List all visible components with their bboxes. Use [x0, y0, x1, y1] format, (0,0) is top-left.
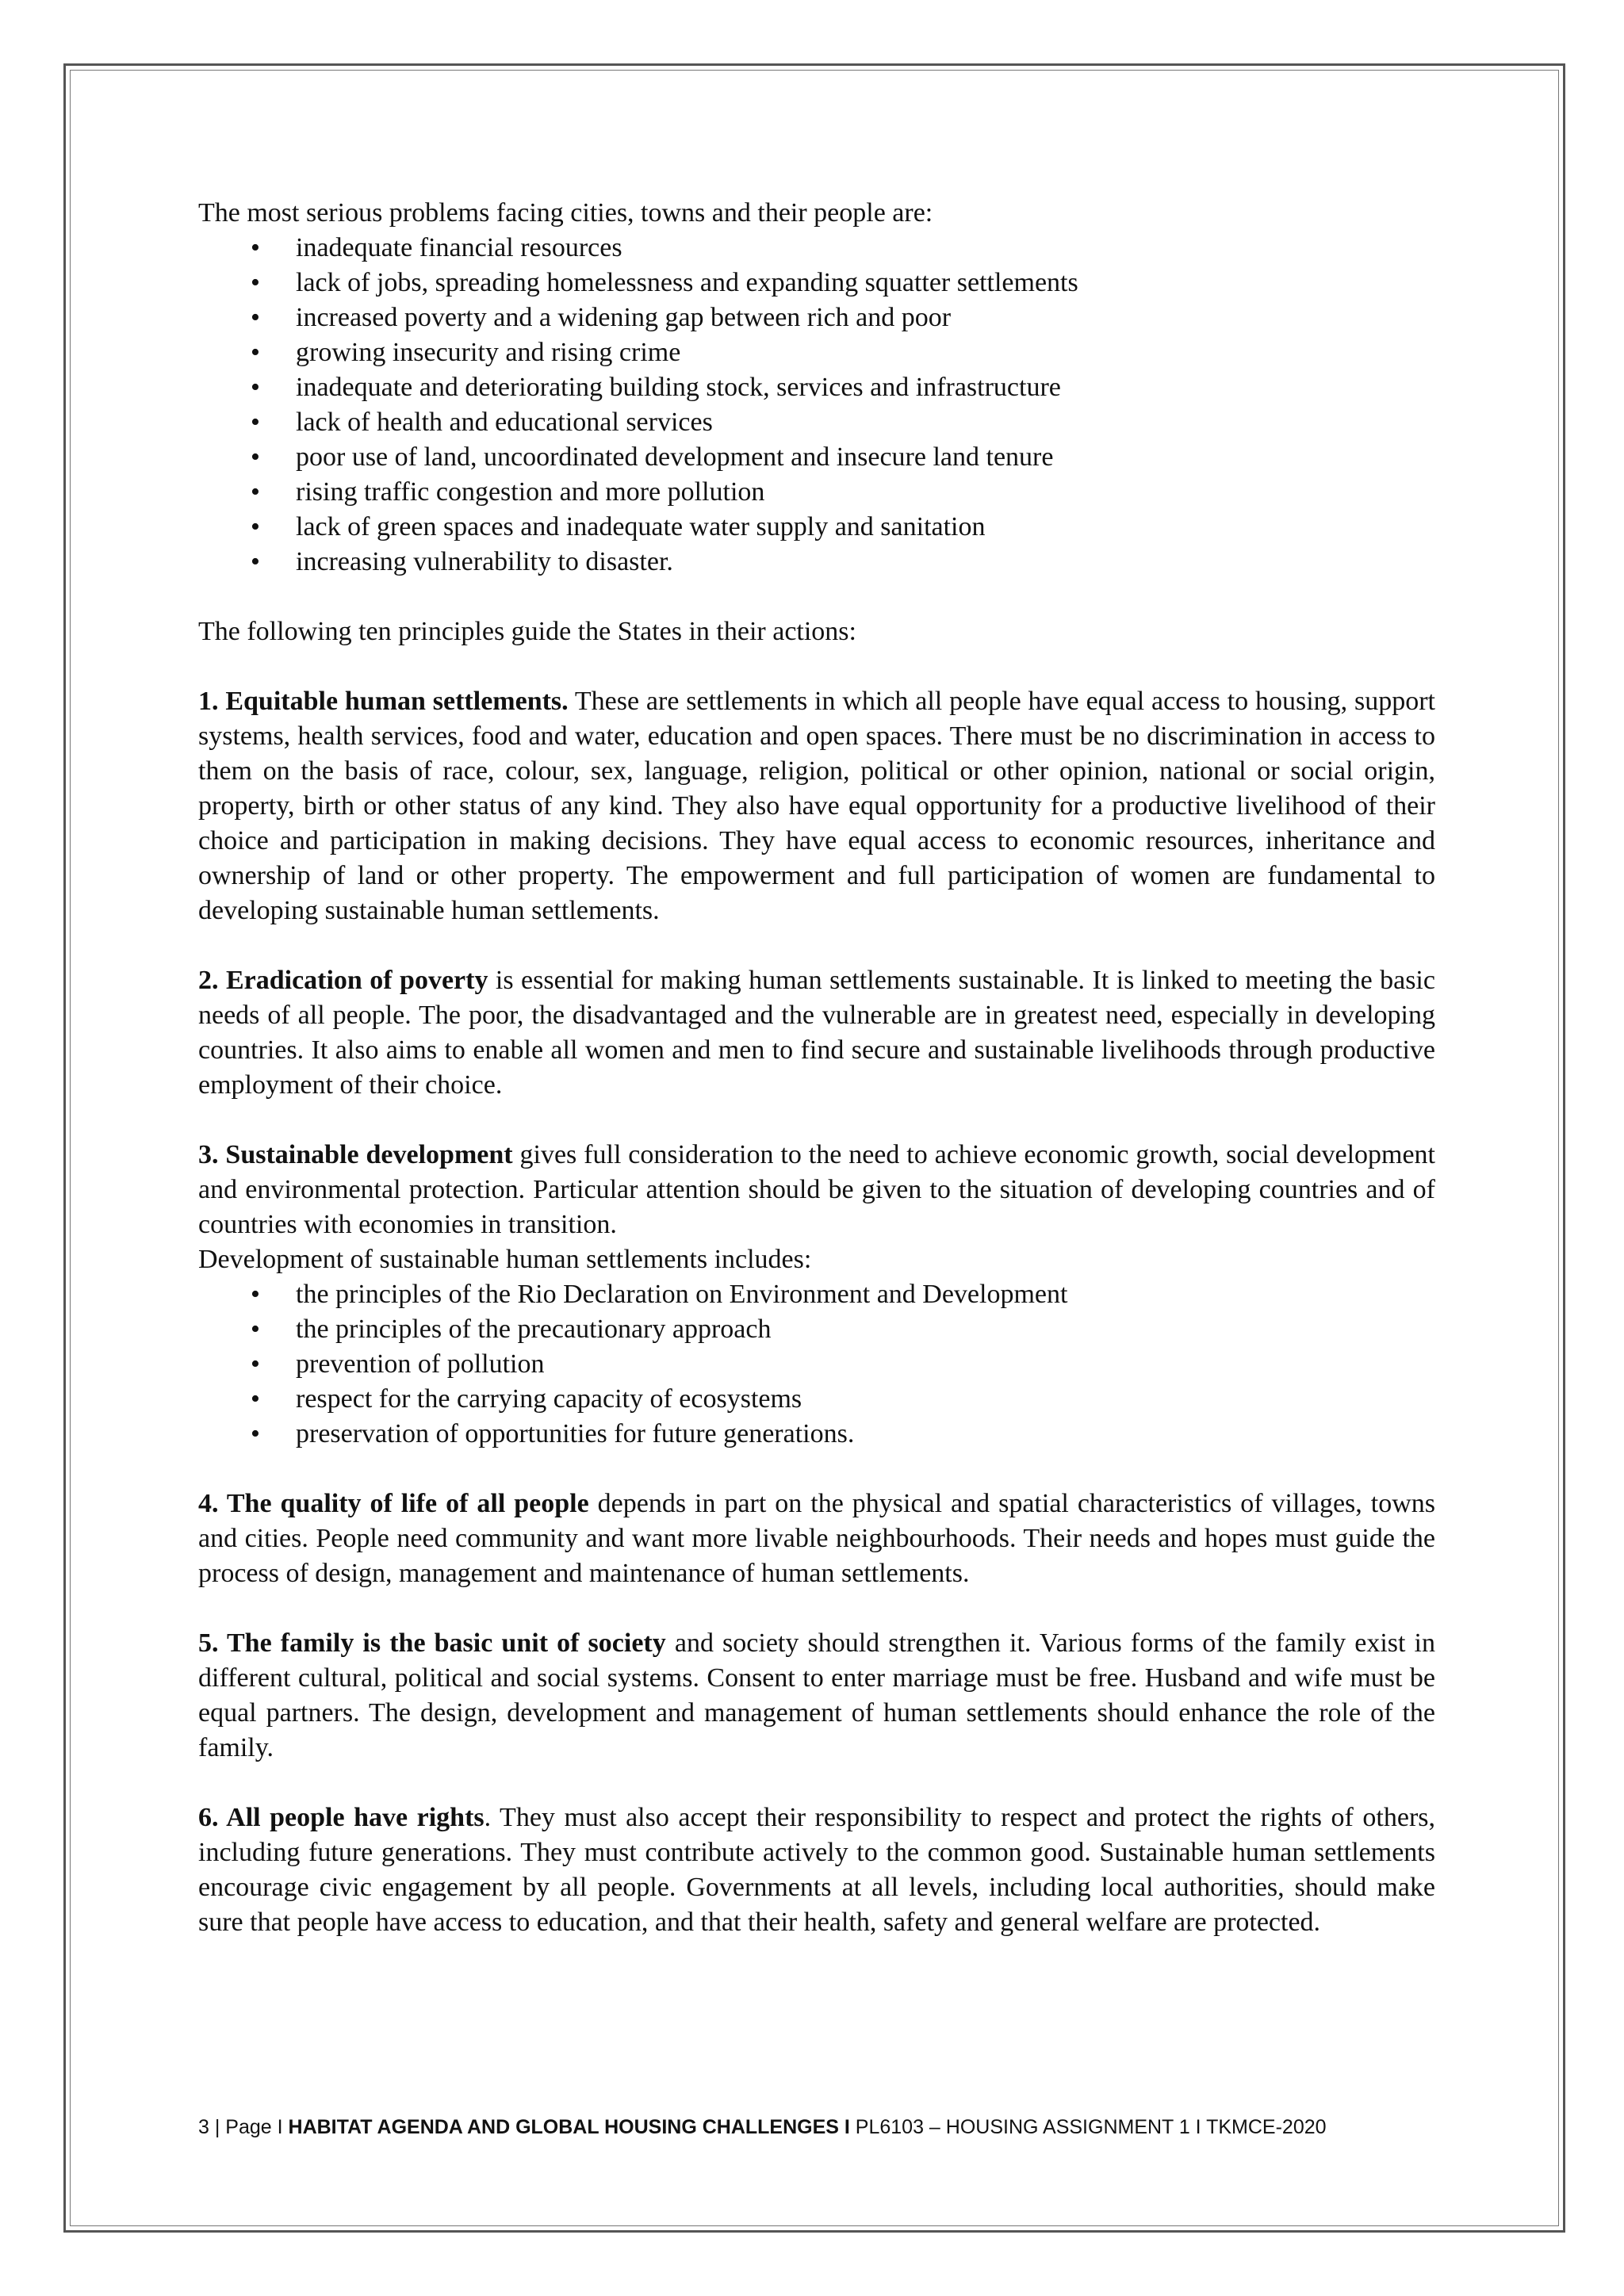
- principle-heading: 5. The family is the basic unit of society: [198, 1628, 666, 1658]
- bullet-icon: •: [251, 1384, 260, 1414]
- list-item: • inadequate and deteriorating building stock, services and infrastructure: [198, 370, 1435, 405]
- principle-2: 2. Eradication of poverty is essential for making human settlements sustainable. It is linked to meeting the basic needs of all people. The poor, the disadvantaged and the vulnerable are in greatest need, especially in developing countries. It also aims to enable all women and men to find secure and sustainable livelihoods through productive employment of their choice.: [198, 966, 1435, 1100]
- principle-1: 1. Equitable human settlements. These are settlements in which all people have equal access to housing, support systems, health services, food and water, education and open spaces. There must be no discrimination in access to them on the basis of race, colour, sex, language, religion, political or other opinion, national or social origin, property, birth or other status of any kind. They also have equal opportunity for a productive livelihood of their choice and participation in making decisions. They have equal access to economic resources, inheritance and ownership of land or other property. The empowerment and full participation of women are fundamental to developing sustainable human settlements.: [198, 687, 1435, 925]
- bullet-icon: •: [251, 512, 260, 541]
- bullet-icon: •: [251, 268, 260, 297]
- bullet-icon: •: [251, 303, 260, 332]
- list-item: • increasing vulnerability to disaster.: [198, 545, 1435, 580]
- list-item: • preservation of opportunities for future generations.: [198, 1417, 1435, 1452]
- principle-heading: 3. Sustainable development: [198, 1140, 513, 1169]
- principle-3-list: [198, 1277, 1435, 1452]
- principle-heading: 2. Eradication of poverty: [198, 966, 488, 995]
- list-item: • lack of jobs, spreading homelessness and expanding squatter settlements: [198, 266, 1435, 300]
- bullet-icon: •: [251, 1314, 260, 1344]
- bullet-icon: •: [251, 408, 260, 437]
- principle-heading: 1. Equitable human settlements.: [198, 687, 569, 716]
- principle-4: 4. The quality of life of all people depends in part on the physical and spatial characteristics of villages, towns and cities. People need community and want more livable neighbourhoods. Their needs and hopes must guide the process of design, management and maintenance of human settlements.: [198, 1489, 1435, 1588]
- problems-list: [198, 231, 1435, 580]
- list-item: • inadequate financial resources: [198, 231, 1435, 266]
- bullet-icon: •: [251, 233, 260, 262]
- footer-course: PL6103 – HOUSING ASSIGNMENT 1 I TKMCE-2020: [855, 2116, 1327, 2138]
- list-item: • respect for the carrying capacity of ecosystems: [198, 1382, 1435, 1417]
- list-item: • the principles of the precautionary approach: [198, 1312, 1435, 1347]
- problems-intro: The most serious problems facing cities, towns and their people are:: [198, 198, 933, 228]
- page-footer: [198, 2115, 1327, 2139]
- list-item: • poor use of land, uncoordinated development and insecure land tenure: [198, 440, 1435, 475]
- principle-6: 6. All people have rights. They must also accept their responsibility to respect and protect the rights of others, including future generations. They must contribute actively to the common good. Sustainable human settlements encourage civic engagement by all people. Governments at all levels, including local authorities, should make sure that people have access to education, and that their health, safety and general welfare are protected.: [198, 1803, 1435, 1937]
- principle-5: 5. The family is the basic unit of society and society should strengthen it. Various forms of the family exist in different cultural, political and social systems. Consent to enter marriage must be free. Husband and wife must be equal partners. The design, development and management of human settlements should enhance the role of the family.: [198, 1628, 1436, 1762]
- principle-heading: 6. All people have rights: [198, 1803, 485, 1832]
- bullet-icon: •: [251, 1349, 260, 1379]
- bullet-icon: •: [251, 373, 260, 402]
- principle-heading: 4. The quality of life of all people: [198, 1489, 589, 1518]
- bullet-icon: •: [251, 1280, 260, 1309]
- principles-intro: The following ten principles guide the States in their actions:: [198, 617, 856, 646]
- document-body: [198, 196, 1435, 1940]
- list-item: • prevention of pollution: [198, 1347, 1435, 1382]
- list-item: • the principles of the Rio Declaration on Environment and Development: [198, 1277, 1435, 1312]
- list-item: • lack of green spaces and inadequate water supply and sanitation: [198, 510, 1435, 545]
- footer-title: HABITAT AGENDA AND GLOBAL HOUSING CHALLENGES I: [288, 2116, 856, 2138]
- principle-3: 3. Sustainable development gives full consideration to the need to achieve economic growth, social development and environmental protection. Particular attention should be given to the situation of developing countries and of countries with economies in transition.: [198, 1140, 1435, 1239]
- list-item: • lack of health and educational services: [198, 405, 1435, 440]
- bullet-icon: •: [251, 477, 260, 507]
- principle-3-sub-intro: Development of sustainable human settlements includes:: [198, 1245, 812, 1274]
- bullet-icon: •: [251, 1419, 260, 1448]
- bullet-icon: •: [251, 442, 260, 472]
- footer-page-number: 3 | Page I: [198, 2116, 289, 2138]
- list-item: • growing insecurity and rising crime: [198, 335, 1435, 370]
- bullet-icon: •: [251, 547, 260, 576]
- list-item: • increased poverty and a widening gap between rich and poor: [198, 300, 1435, 335]
- bullet-icon: •: [251, 338, 260, 367]
- list-item: • rising traffic congestion and more pollution: [198, 475, 1435, 510]
